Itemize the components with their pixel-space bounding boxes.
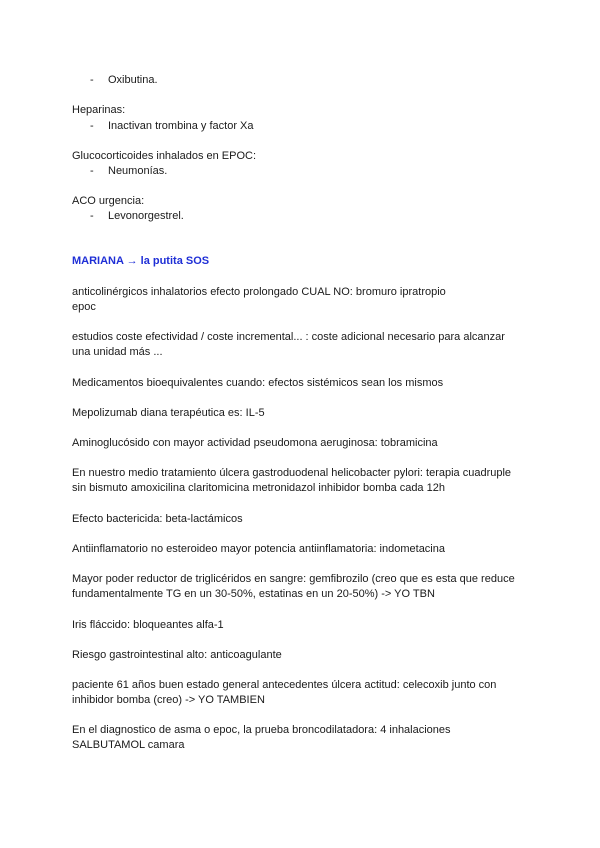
paragraph-line: SALBUTAMOL camara (72, 739, 185, 751)
paragraph-line: Mepolizumab diana terapéutica es: IL-5 (72, 407, 265, 419)
paragraph-line: anticolinérgicos inhalatorios efecto prolongado CUAL NO: bromuro ipratropio (72, 286, 446, 298)
section-title-aco: ACO urgencia: (72, 195, 145, 207)
bullet-dash: - (90, 74, 94, 86)
paragraph-line: paciente 61 años buen estado general antecedentes úlcera actitud: celecoxib junto con (72, 679, 497, 691)
section-title-heparinas: Heparinas: (72, 104, 126, 116)
list-item-gluco: Neumonías. (108, 165, 168, 177)
section-heading: MARIANA → la putita SOS (72, 255, 210, 267)
bullet-dash: - (90, 120, 94, 132)
paragraph-line: Efecto bactericida: beta-lactámicos (72, 513, 243, 525)
paragraph-line: Mayor poder reductor de triglicéridos en sangre: gemfibrozilo (creo que es esta que reduce (72, 573, 515, 585)
list-item-oxibutina: Oxibutina. (108, 74, 158, 86)
paragraph-line: Riesgo gastrointestinal alto: anticoagulante (72, 649, 282, 661)
paragraph-line: Aminoglucósido con mayor actividad pseudomona aeruginosa: tobramicina (72, 437, 438, 449)
bullet-dash: - (90, 165, 94, 177)
paragraph-line: estudios coste efectividad / coste incremental... : coste adicional necesario para alcanzar (72, 331, 505, 343)
paragraph-line: una unidad más ... (72, 346, 163, 358)
paragraph-line: En nuestro medio tratamiento úlcera gastroduodenal helicobacter pylori: terapia cuadruple (72, 467, 512, 479)
paragraph-line: sin bismuto amoxicilina claritomicina metronidazol inhibidor bomba cada 12h (72, 482, 445, 494)
paragraph-line: Antiinflamatorio no esteroideo mayor potencia antiinflamatoria: indometacina (72, 543, 445, 555)
list-item-heparinas: Inactivan trombina y factor Xa (108, 120, 254, 132)
section-title-gluco: Glucocorticoides inhalados en EPOC: (72, 150, 257, 162)
paragraph-line: En el diagnostico de asma o epoc, la prueba broncodilatadora: 4 inhalaciones (72, 724, 451, 736)
bullet-dash: - (90, 210, 94, 222)
list-item-aco: Levonorgestrel. (108, 210, 184, 222)
paragraph-line: inhibidor bomba (creo) -> YO TAMBIEN (72, 694, 265, 706)
paragraph-line: Medicamentos bioequivalentes cuando: efectos sistémicos sean los mismos (72, 377, 444, 389)
paragraph-line: Iris fláccido: bloqueantes alfa-1 (72, 619, 224, 631)
paragraph-line: epoc (72, 301, 96, 313)
paragraph-line: fundamentalmente TG en un 30-50%, estatinas en un 20-50%) -> YO TBN (72, 588, 435, 600)
